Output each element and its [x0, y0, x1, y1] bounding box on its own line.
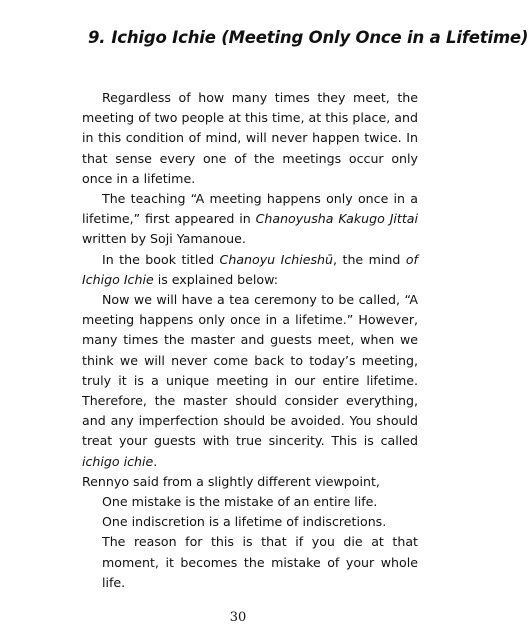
page-number: 30: [229, 610, 247, 625]
term-ichigo-ichie-lower: ichigo ichie: [82, 453, 154, 469]
quote-line-2: One indiscretion is a lifetime of indiscretions.: [102, 514, 387, 530]
chapter-heading: [88, 28, 528, 47]
paragraph-3-text: In the book titled: [102, 251, 220, 267]
paragraph-1: Regardless of how many times they meet, the meeting of two people at this time, at this place, and in this condition of mind, will never happen twice. In that sense every one of the meetings occur only once in a lifetime.: [82, 90, 418, 186]
term-ichigo-ichie: of Ichigo Ichie: [82, 251, 418, 287]
quote-line-1: One mistake is the mistake of an entire life.: [102, 494, 378, 510]
paragraph-2-text-end: written by Soji Yamanoue.: [82, 231, 246, 247]
paragraph-3-text-end: is explained below:: [153, 271, 278, 287]
paragraph-3-text-mid: , the mind: [333, 251, 406, 267]
paragraph-8: The reason for this is that if you die at that moment, it becomes the mistake of your whole life.: [102, 534, 418, 590]
book-title-ichieshu: Chanoyu Ichieshū: [219, 251, 334, 267]
paragraph-4-text: Now we will have a tea ceremony to be called, “A meeting happens only once in a lifetime.” However, many times the master and guests meet, when we think we will never come back to today’s meeting, truly it is a unique meeting in our entire lifetime. Therefore, the master should consider everything, and any imperfection should be avoided. You should treat your guests with true sincerity. This is called: [82, 292, 418, 449]
paragraph-3: [82, 250, 418, 290]
body-text: [82, 88, 418, 593]
book-title-kakugo: Chanoyusha Kakugo Jittai: [255, 211, 419, 227]
paragraph-4: [82, 290, 418, 472]
paragraph-2-text: The teaching “A meeting happens only once in a lifetime,” first appeared in: [82, 191, 418, 227]
paragraph-5: Rennyo said from a slightly different viewpoint,: [82, 473, 380, 489]
paragraph-2: [82, 189, 418, 250]
chapter-number: 9.: [88, 28, 106, 47]
chapter-title: Ichigo Ichie (Meeting Only Once in a Lifetime): [111, 28, 528, 47]
paragraph-4-text-end: .: [153, 453, 158, 469]
